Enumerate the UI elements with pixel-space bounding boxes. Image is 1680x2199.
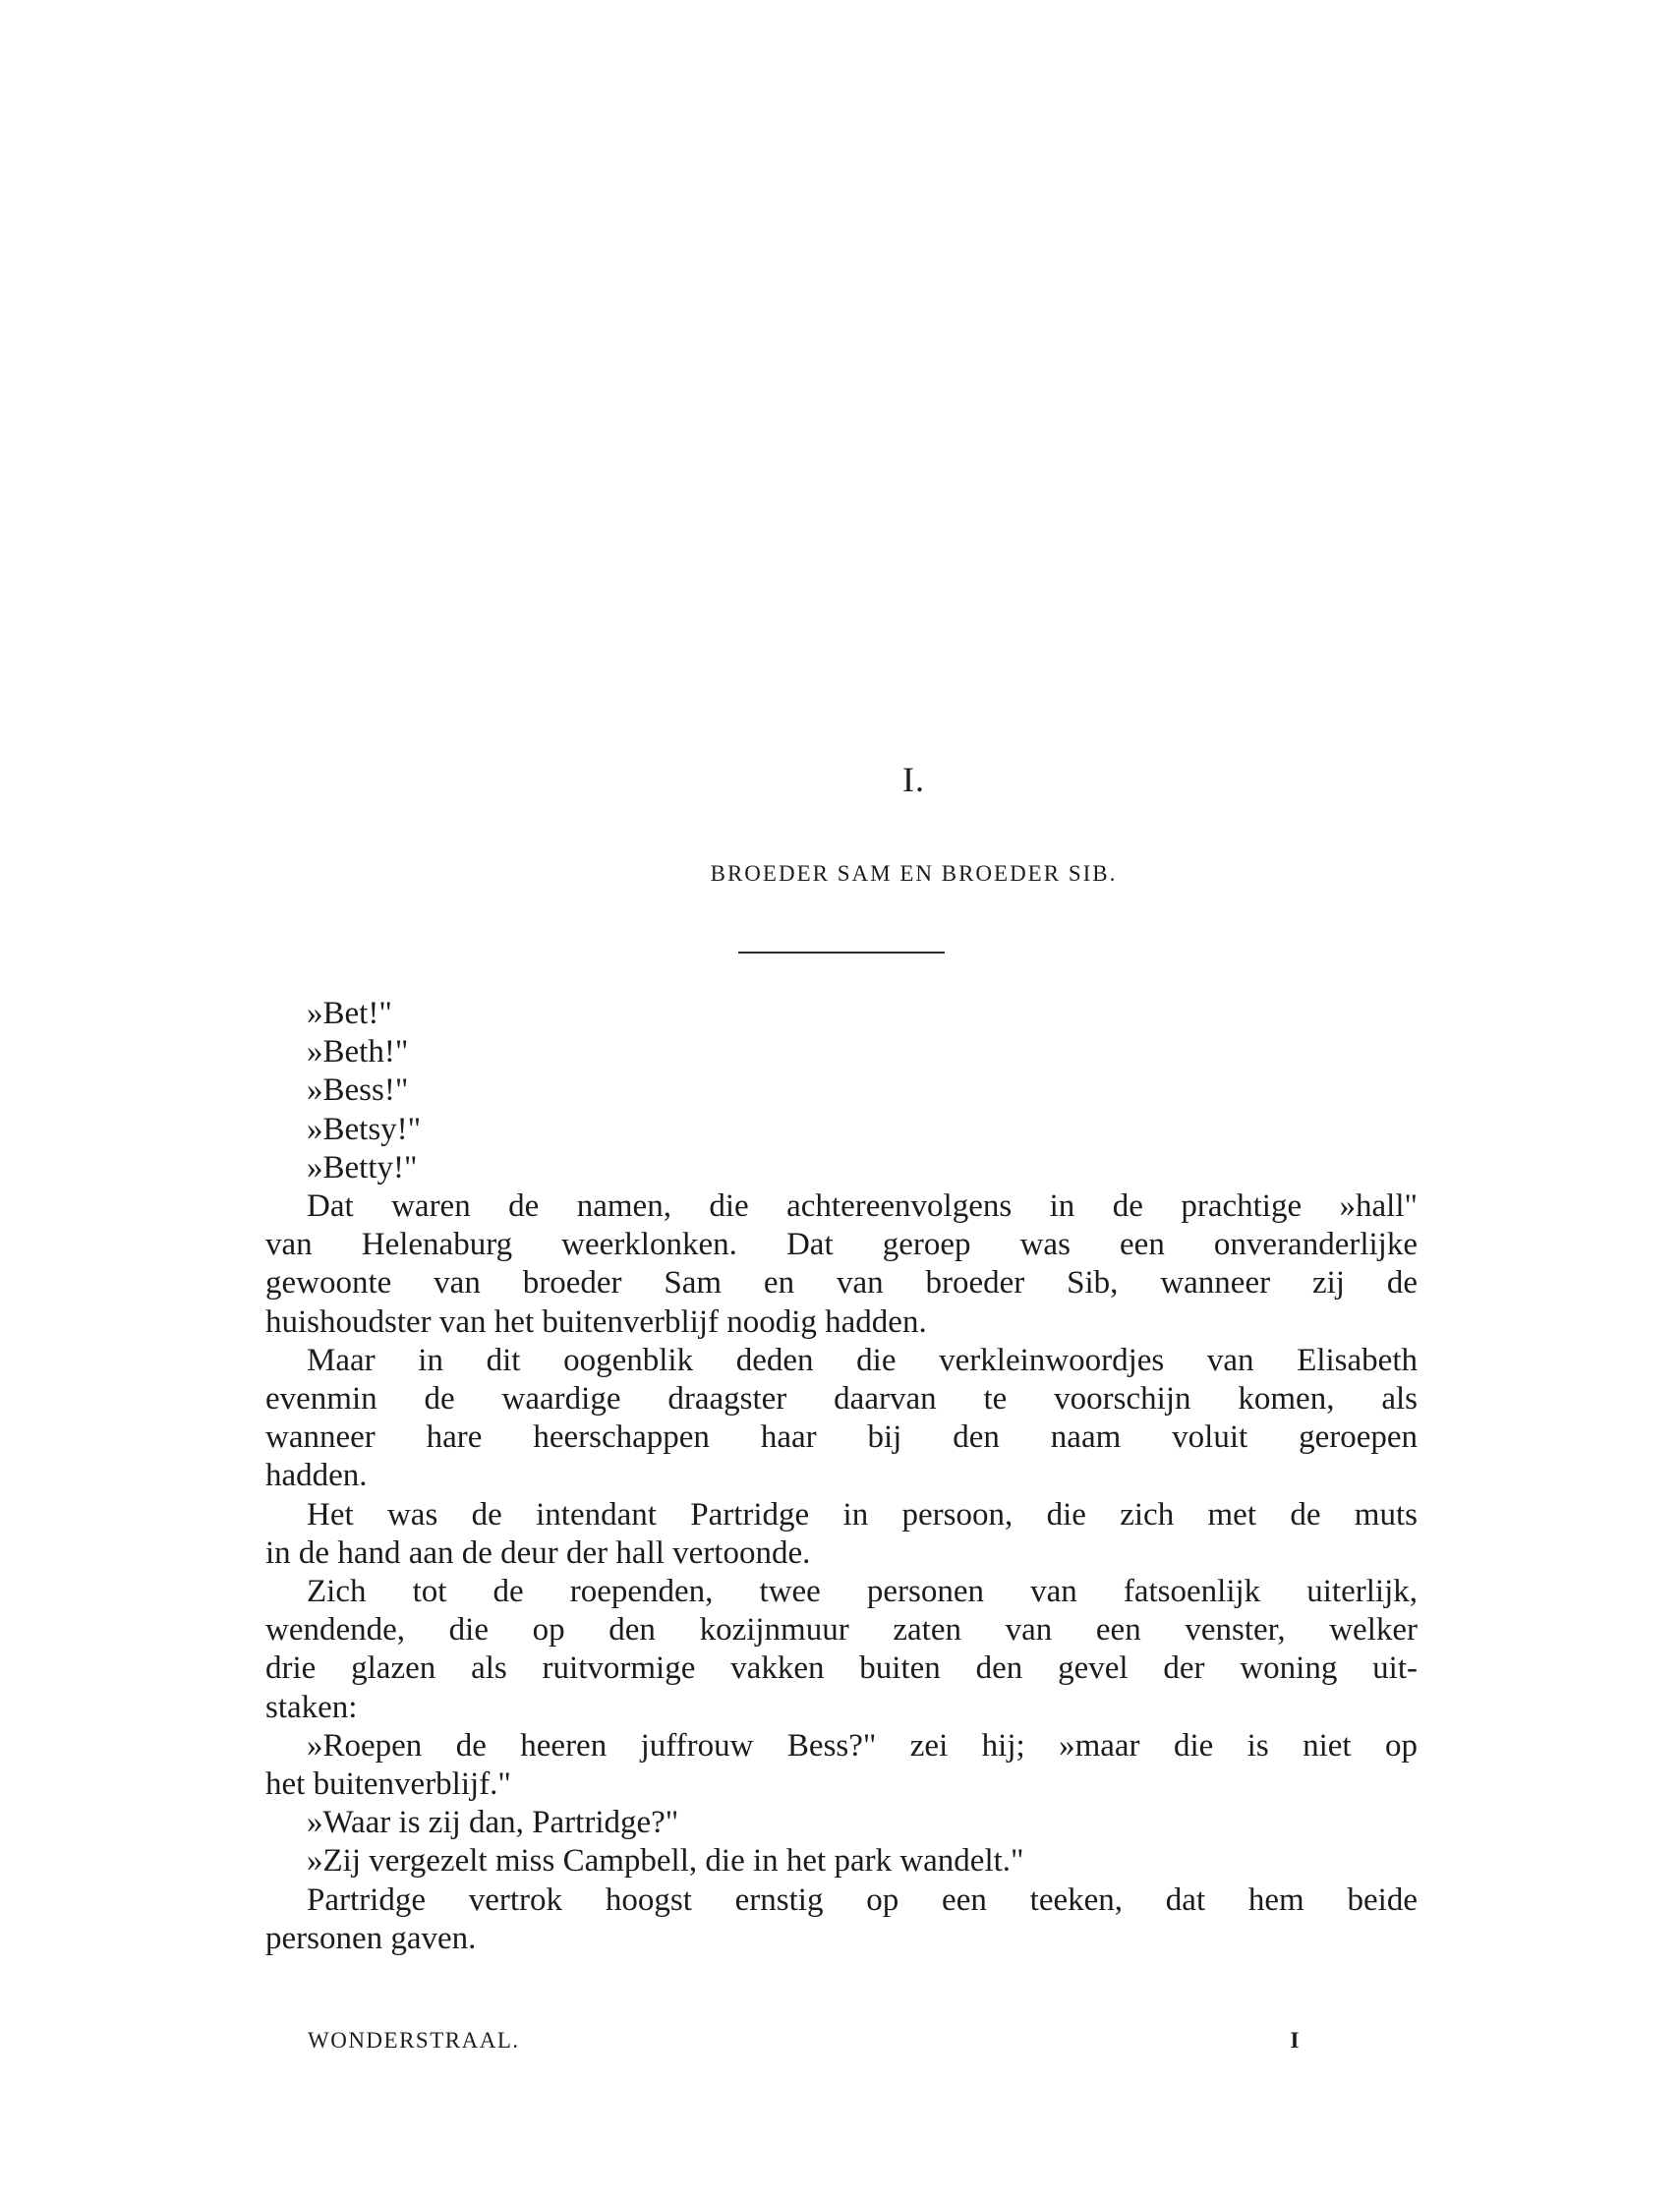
- text-line: Maar in dit oogenblik deden die verkleinwoordjes van Elisabeth: [307, 1342, 1418, 1378]
- text-line: »Waar is zij dan, Partridge?": [307, 1805, 679, 1841]
- text-line: het buitenverblijf.": [265, 1766, 511, 1803]
- chapter-body: [265, 995, 1418, 1958]
- text-line: in de hand aan de deur der hall vertoonde.: [265, 1534, 811, 1571]
- sheet-number: I: [1290, 2028, 1301, 2053]
- text-line: evenmin de waardige draagster daarvan te voorschijn komen, als: [265, 1381, 1418, 1418]
- text-line: drie glazen als ruitvormige vakken buiten den gevel der woning uit-: [265, 1650, 1418, 1687]
- text-line: Zich tot de roependen, twee personen van fatsoenlijk uiterlijk,: [307, 1574, 1418, 1610]
- text-line: »Betsy!": [307, 1111, 422, 1147]
- text-line: »Betty!": [307, 1149, 418, 1186]
- chapter-number: I.: [902, 760, 925, 799]
- text-line: gewoonte van broeder Sam en van broeder Sib, wanneer zij de: [265, 1265, 1418, 1302]
- text-line: huishoudster van het buitenverblijf noodig hadden.: [265, 1303, 927, 1340]
- text-line: wanneer hare heerschappen haar bij den naam voluit geroepen: [265, 1419, 1418, 1456]
- text-line: Partridge vertrok hoogst ernstig op een teeken, dat hem beide: [307, 1881, 1418, 1918]
- text-line: staken:: [265, 1689, 358, 1725]
- text-line: Dat waren de namen, die achtereenvolgens in de prachtige »hall": [307, 1188, 1418, 1225]
- text-line: wendende, die op den kozijnmuur zaten van een venster, welker: [265, 1612, 1418, 1649]
- text-line: »Zij vergezelt miss Campbell, die in het park wandelt.": [307, 1843, 1024, 1880]
- signature-mark: WONDERSTRAAL.: [308, 2028, 520, 2053]
- text-line: »Bess!": [307, 1072, 409, 1109]
- text-line: van Helenaburg weerklonken. Dat geroep was een onveranderlijke: [265, 1227, 1418, 1263]
- title-divider: [738, 952, 945, 954]
- chapter-title: BROEDER SAM EN BROEDER SIB.: [710, 861, 1118, 886]
- text-line: hadden.: [265, 1458, 368, 1494]
- text-line: »Roepen de heeren juffrouw Bess?" zei hij; »maar die is niet op: [307, 1727, 1418, 1764]
- text-line: »Bet!": [307, 996, 392, 1031]
- text-line: »Beth!": [307, 1034, 409, 1071]
- text-line: personen gaven.: [265, 1920, 477, 1956]
- text-line: Het was de intendant Partridge in persoon, die zich met de muts: [307, 1496, 1418, 1533]
